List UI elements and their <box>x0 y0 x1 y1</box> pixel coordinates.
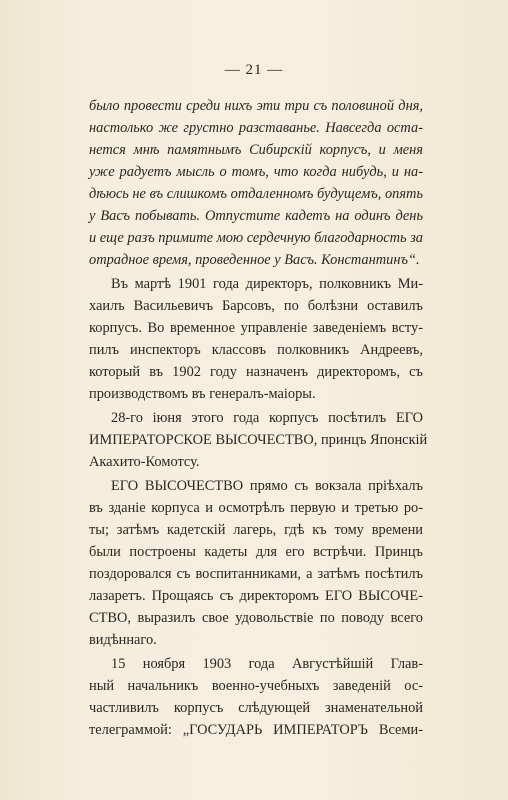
text-line: было провести среди нихъ эти три съ половиной дня, <box>89 98 423 114</box>
text-line: и еще разъ примите мою сердечную благодарность за <box>89 230 423 246</box>
page-number: — 21 — <box>224 62 284 78</box>
text-line: ЕГО ВЫСОЧЕСТВО прямо съ вокзала пріѣхалъ <box>111 478 423 494</box>
text-line: лазаретъ. Прощаясь съ директоромъ ЕГО ВЫСОЧЕ- <box>89 588 423 604</box>
paragraph-director <box>89 273 423 405</box>
text-line: уже радуетъ мысль о томъ, что когда нибудь, и на- <box>89 164 423 180</box>
text-line: настолько же грустно разставанье. Навсегда оста- <box>89 120 423 136</box>
text-line: были построены кадеты для его встрѣчи. Принцъ <box>89 544 423 560</box>
text-line: пилъ инспекторъ классовъ полковникъ Андреевъ, <box>89 342 423 358</box>
text-line: въ зданіе корпуса и осмотрѣлъ первую и третью ро- <box>89 500 423 516</box>
text-line: корпусъ. Во временное управленіе заведеніемъ всту- <box>89 320 423 336</box>
text-line: ты; затѣмъ кадетскій лагерь, гдѣ къ тому времени <box>89 522 423 538</box>
text-line: дѣюсь не въ слишкомъ отдаленномъ будущемъ, опять <box>89 186 423 202</box>
text-line: 28-го іюня этого года корпусъ посѣтилъ ЕГО <box>111 410 423 426</box>
text-line: частливилъ корпусъ слѣдующей знаменательной <box>89 700 423 716</box>
text-line: нется мнѣ памятнымъ Сибирскій корпусъ, и меня <box>89 142 423 158</box>
paragraph-letter-end <box>89 95 423 271</box>
text-line: 15 ноября 1903 года Августѣйшій Глав- <box>111 656 423 672</box>
text-line: ный начальникъ военно-учебныхъ заведеній ос- <box>89 678 423 694</box>
text-line: производствомъ въ генералъ-маіоры. <box>89 386 316 402</box>
paragraph-highness <box>89 475 423 651</box>
text-line: поздоровался съ воспитанниками, а затѣмъ посѣтилъ <box>89 566 423 582</box>
text-line: Въ мартѣ 1901 года директоръ, полковникъ Ми- <box>111 276 423 292</box>
text-line: хаилъ Васильевичъ Барсовъ, по болѣзни оставилъ <box>89 298 423 314</box>
text-line: отрадное время, проведенное у Васъ. Константинъ“. <box>89 252 420 268</box>
body-text <box>89 95 428 741</box>
text-line: который въ 1902 году назначенъ директоромъ, съ <box>89 364 423 380</box>
text-line: телеграммой: „ГОСУДАРЬ ИМПЕРАТОРЪ Всеми- <box>89 722 423 738</box>
text-line: видѣннаго. <box>89 632 157 648</box>
text-line: Акахито-Комотсу. <box>89 454 200 470</box>
paragraph-visit <box>89 407 428 473</box>
text-line: ИМПЕРАТОРСКОЕ ВЫСОЧЕСТВО, принцъ Японскій <box>89 432 428 448</box>
text-line: у Васъ побывать. Отпустите кадетъ на одинъ день <box>89 208 423 224</box>
text-line: СТВО, выразилъ свое удовольствіе по поводу всего <box>89 610 423 626</box>
paragraph-telegram <box>89 653 423 741</box>
